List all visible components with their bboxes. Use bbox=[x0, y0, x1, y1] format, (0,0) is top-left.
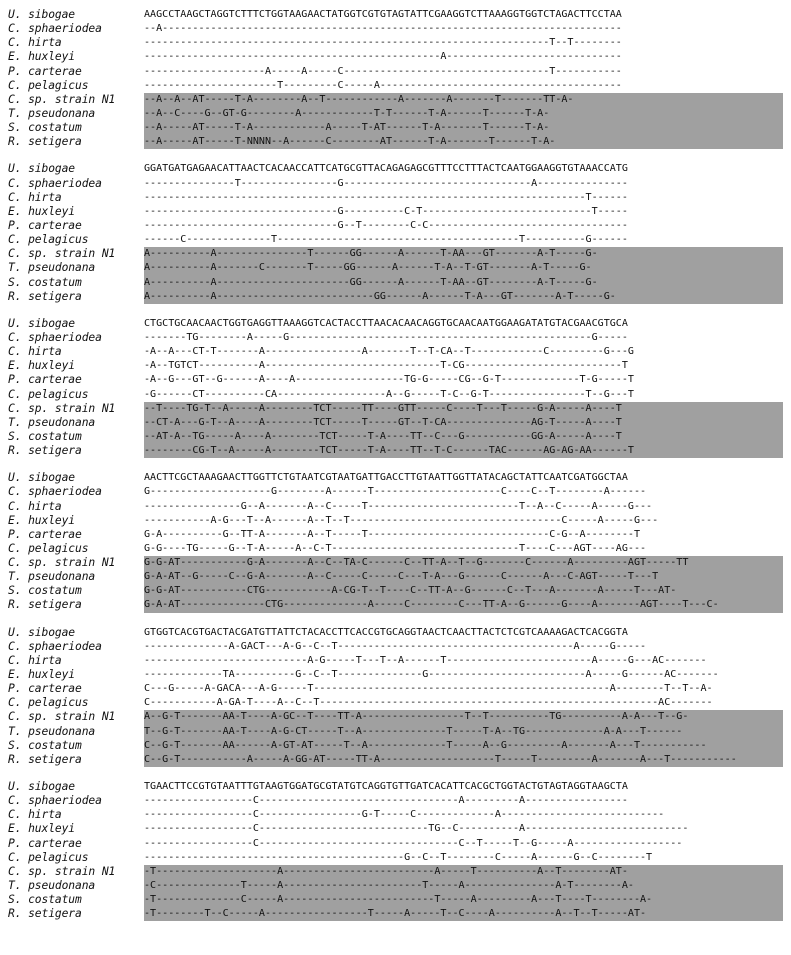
sequence-text: -------TG--------A-----G--------------------------------------------------G----- bbox=[144, 331, 628, 343]
sequence-text: -------------------------------------------------------------------T--T-------- bbox=[144, 37, 622, 49]
sequence-text: --------------------A-----A-----C----------------------------------T----------- bbox=[144, 65, 622, 77]
species-name: C. sp. strain N1 bbox=[8, 92, 116, 106]
sequence-text: --A---------------------------------------------------------------------------- bbox=[144, 23, 622, 35]
sequence-text: -T--------------C-----A-------------------------T-----A---------A---T----T--------A- bbox=[144, 893, 783, 907]
sequence-text: -A--A---CT-T-------A----------------A-------T--T-CA--T------------C---------G---G bbox=[144, 346, 634, 358]
sequence-text: G-G-AT-----------CTG-----------A-CG-T--T----C--TT-A--G------C--T---A-------A-----T---AT- bbox=[144, 584, 783, 598]
species-name: P. carterae bbox=[8, 218, 82, 232]
alignment-row bbox=[8, 696, 783, 710]
sequence-text: T--G-T-------AA-T----A-G-CT-----T--A--------------T-----T-A--TG-------------A-A---T------ bbox=[144, 725, 783, 739]
species-name: T. pseudonana bbox=[8, 106, 96, 120]
alignment-row bbox=[8, 205, 783, 219]
sequence-text: --A-----AT-----T-A------------A-----T-AT------T-A-------T------T-A- bbox=[144, 121, 783, 135]
species-name: U. sibogae bbox=[8, 471, 76, 485]
alignment-row bbox=[8, 753, 783, 767]
alignment-row bbox=[8, 851, 783, 865]
species-name: C. sphaeriodea bbox=[8, 639, 102, 653]
sequence-text: --------------------------------G--T--------C-C--------------------------------- bbox=[144, 219, 628, 231]
sequence-text: -------------TA----------G--C--T--------------G--------------------------A-----G------AC------- bbox=[144, 669, 719, 681]
species-name: C. hirta bbox=[8, 808, 62, 822]
species-name: C. sphaeriodea bbox=[8, 485, 102, 499]
species-name: P. carterae bbox=[8, 836, 82, 850]
sequence-text: --------------------------------G----------C-T----------------------------T----- bbox=[144, 205, 628, 217]
sequence-text: A----------A-------C-------T-----GG------A------T-A--T-GT-------A-T-----G- bbox=[144, 261, 783, 275]
sequence-text: GTGGTCACGTGACTACGATGTTATTCTACACCTTCACCGTGCAGGTAACTCAACTTACTCTCGTCAAAAGACTCACGGTA bbox=[144, 626, 628, 638]
sequence-text: -C--------------T-----A-----------------------T-----A---------------A-T--------A- bbox=[144, 879, 783, 893]
alignment-row bbox=[8, 485, 783, 499]
species-name: R. setigera bbox=[8, 444, 82, 458]
species-name: C. sphaeriodea bbox=[8, 22, 102, 36]
alignment-block bbox=[8, 780, 783, 921]
sequence-text: -G------CT----------CA------------------A--G-----T-C--G-T----------------T--G---T bbox=[144, 388, 634, 400]
alignment-row bbox=[8, 682, 783, 696]
species-name: U. sibogae bbox=[8, 780, 76, 794]
alignment-row bbox=[8, 416, 783, 430]
species-name: U. sibogae bbox=[8, 316, 76, 330]
alignment-row bbox=[8, 780, 783, 794]
sequence-text: -A--TGTCT----------A-----------------------------T-CG--------------------------T bbox=[144, 360, 628, 372]
sequence-text: C--G-T-----------A-----A-GG-AT-----TT-A-------------------T-----T---------A-------A---T----------- bbox=[144, 753, 783, 767]
species-name: E. huxleyi bbox=[8, 359, 76, 373]
sequence-text: A----------A---------------T------GG------A------T-AA---GT-------A-T-----G- bbox=[144, 247, 783, 261]
sequence-text: -------------------------------------------------A----------------------------- bbox=[144, 51, 622, 63]
species-name: C. sphaeriodea bbox=[8, 330, 102, 344]
species-name: P. carterae bbox=[8, 682, 82, 696]
alignment-row bbox=[8, 837, 783, 851]
sequence-text: A----------A--------------------------GG------A------T-A---GT-------A-T-----G- bbox=[144, 290, 783, 304]
sequence-text: G-G----TG-----G--T-A-----A--C-T-------------------------------T----C---AGT----AG--- bbox=[144, 542, 647, 554]
alignment-row bbox=[8, 79, 783, 93]
sequence-text: CTGCTGCAACAACTGGTGAGGTTAAAGGTCACTACCTTAACACAACAGGTGCAACAATGGAAGATATGTACGAACGTGCA bbox=[144, 317, 628, 329]
alignment-row bbox=[8, 668, 783, 682]
sequence-text: ----------------G--A-------A--C-----T-------------------------T--A--C-----A-----G--- bbox=[144, 500, 653, 512]
alignment-row bbox=[8, 598, 783, 612]
sequence-text: G-A----------G--TT-A-------A--T-----T------------------------------C-G--A--------T bbox=[144, 528, 640, 540]
species-name: E. huxleyi bbox=[8, 50, 76, 64]
alignment-row bbox=[8, 22, 783, 36]
alignment-row bbox=[8, 822, 783, 836]
alignment-row bbox=[8, 50, 783, 64]
sequence-text: -T--------T--C-----A-----------------T-----A-----T--C----A----------A--T--T-----AT- bbox=[144, 907, 783, 921]
sequence-text: --T----TG-T--A-----A--------TCT-----TT----GTT-----C----T---T-----G-A-----A----T bbox=[144, 402, 783, 416]
alignment-row bbox=[8, 584, 783, 598]
species-name: S. costatum bbox=[8, 893, 82, 907]
sequence-alignment bbox=[8, 8, 783, 934]
species-name: R. setigera bbox=[8, 907, 82, 921]
species-name: C. hirta bbox=[8, 36, 62, 50]
alignment-row bbox=[8, 36, 783, 50]
alignment-row bbox=[8, 879, 783, 893]
sequence-text: ------------------C-----------------G-T-----C-------------A--------------------------- bbox=[144, 809, 665, 821]
sequence-text: ------C--------------T----------------------------------------T----------G------ bbox=[144, 234, 628, 246]
alignment-row bbox=[8, 654, 783, 668]
species-name: R. setigera bbox=[8, 752, 82, 766]
alignment-row bbox=[8, 331, 783, 345]
sequence-text: --CT-A---G-T--A----A--------TCT-----T-----GT--T-CA--------------AG-T-----A----T bbox=[144, 416, 783, 430]
alignment-row bbox=[8, 162, 783, 176]
species-name: S. costatum bbox=[8, 429, 82, 443]
sequence-text: --------------A-GACT---A-G--C--T---------------------------------------A-----G----- bbox=[144, 640, 647, 652]
sequence-text: ----------------------T---------C-----A---------------------------------------- bbox=[144, 79, 622, 91]
alignment-row bbox=[8, 65, 783, 79]
alignment-row bbox=[8, 177, 783, 191]
alignment-row bbox=[8, 219, 783, 233]
alignment-block bbox=[8, 162, 783, 303]
species-name: S. costatum bbox=[8, 275, 82, 289]
species-name: U. sibogae bbox=[8, 8, 76, 21]
alignment-row bbox=[8, 794, 783, 808]
alignment-block bbox=[8, 317, 783, 458]
species-name: U. sibogae bbox=[8, 625, 76, 639]
sequence-text: G--------------------G--------A------T---------------------C----C--T--------A------ bbox=[144, 486, 647, 498]
alignment-row bbox=[8, 739, 783, 753]
alignment-block bbox=[8, 626, 783, 767]
sequence-text: AAGCCTAAGCTAGGTCTTTCTGGTAAGAACTATGGTCGTGTAGTATTCGAAGGTCTTAAAGGTGGTCTAGACTTCCTAA bbox=[144, 9, 622, 20]
species-name: E. huxleyi bbox=[8, 513, 76, 527]
species-name: E. huxleyi bbox=[8, 204, 76, 218]
alignment-row bbox=[8, 290, 783, 304]
sequence-text: C---G-----A-GACA---A-G-----T-------------------------------------------------A--------T--T--A- bbox=[144, 683, 713, 695]
alignment-row bbox=[8, 345, 783, 359]
alignment-row bbox=[8, 471, 783, 485]
species-name: S. costatum bbox=[8, 121, 82, 135]
alignment-block bbox=[8, 8, 783, 149]
sequence-text: G-G-AT-----------G-A-------A--C--TA-C------C--TT-A--T--G-------C------A---------AGT-----TT bbox=[144, 556, 783, 570]
alignment-row bbox=[8, 276, 783, 290]
alignment-row bbox=[8, 528, 783, 542]
alignment-row bbox=[8, 233, 783, 247]
species-name: C. pelagicus bbox=[8, 233, 89, 247]
alignment-row bbox=[8, 8, 783, 22]
alignment-row bbox=[8, 808, 783, 822]
alignment-row bbox=[8, 556, 783, 570]
species-name: C. hirta bbox=[8, 653, 62, 667]
alignment-row bbox=[8, 725, 783, 739]
alignment-row bbox=[8, 542, 783, 556]
species-name: C. sp. strain N1 bbox=[8, 247, 116, 261]
sequence-text: -T--------------------A-------------------------A-----T----------A--T--------AT- bbox=[144, 865, 783, 879]
sequence-text: ------------------C----------------------------TG--C----------A--------------------------- bbox=[144, 823, 689, 835]
species-name: T. pseudonana bbox=[8, 879, 96, 893]
alignment-row bbox=[8, 107, 783, 121]
alignment-row bbox=[8, 93, 783, 107]
alignment-row bbox=[8, 317, 783, 331]
alignment-row bbox=[8, 570, 783, 584]
species-name: C. sp. strain N1 bbox=[8, 556, 116, 570]
alignment-row bbox=[8, 626, 783, 640]
sequence-text: C--G-T-------AA------A-GT-AT-----T--A-------------T-----A--G---------A-------A---T----------- bbox=[144, 739, 783, 753]
species-name: C. sphaeriodea bbox=[8, 176, 102, 190]
species-name: R. setigera bbox=[8, 289, 82, 303]
alignment-row bbox=[8, 135, 783, 149]
alignment-row bbox=[8, 388, 783, 402]
species-name: C. hirta bbox=[8, 499, 62, 513]
alignment-block bbox=[8, 471, 783, 612]
alignment-row bbox=[8, 191, 783, 205]
species-name: R. setigera bbox=[8, 135, 82, 149]
species-name: T. pseudonana bbox=[8, 415, 96, 429]
sequence-text: ---------------------------A-G-----T---T--A------T------------------------A-----G---AC------- bbox=[144, 654, 707, 666]
sequence-text: G-A-AT--------------CTG--------------A-----C--------C---TT-A--G------G----A-------AGT----T---C- bbox=[144, 598, 783, 612]
sequence-text: --------CG-T--A-----A--------TCT-----T-A----TT--T-C------TAC------AG-AG-AA------T bbox=[144, 444, 783, 458]
species-name: R. setigera bbox=[8, 598, 82, 612]
alignment-row bbox=[8, 261, 783, 275]
species-name: E. huxleyi bbox=[8, 822, 76, 836]
alignment-row bbox=[8, 710, 783, 724]
species-name: C. pelagicus bbox=[8, 541, 89, 555]
species-name: C. pelagicus bbox=[8, 696, 89, 710]
sequence-text: C-----------A-GA-T----A--C--T--------------------------------------------------------AC------- bbox=[144, 697, 713, 709]
species-name: C. pelagicus bbox=[8, 78, 89, 92]
alignment-row bbox=[8, 907, 783, 921]
alignment-row bbox=[8, 640, 783, 654]
sequence-text: G-A-AT--G-----C--G-A-------A--C-----C-----C---T-A---G------C------A---C-AGT-----T---T bbox=[144, 570, 783, 584]
sequence-text: GGATGATGAGAACATTAACTCACAACCATTCATGCGTTACAGAGAGCGTTTCCTTTACTCAATGGAAGGTGTAAACCATG bbox=[144, 163, 628, 175]
alignment-row bbox=[8, 359, 783, 373]
sequence-text: -------------------------------------------------------------------------T------ bbox=[144, 191, 628, 203]
sequence-text: ------------------C---------------------------------A---------A----------------- bbox=[144, 795, 628, 807]
alignment-row bbox=[8, 121, 783, 135]
species-name: T. pseudonana bbox=[8, 570, 96, 584]
sequence-text: AACTTCGCTAAAGAACTTGGTTCTGTAATCGTAATGATTGACCTTGTAATTGGTTATACAGCTATTCAATCGATGGCTAA bbox=[144, 472, 628, 484]
alignment-row bbox=[8, 430, 783, 444]
species-name: C. pelagicus bbox=[8, 387, 89, 401]
alignment-row bbox=[8, 373, 783, 387]
sequence-text: --A--A--AT-----T-A--------A--T------------A-------A-------T-------TT-A- bbox=[144, 93, 783, 107]
sequence-text: ---------------T----------------G-------------------------------A--------------- bbox=[144, 177, 628, 189]
species-name: S. costatum bbox=[8, 738, 82, 752]
sequence-text: TGAACTTCCGTGTAATTTGTAAGTGGATGCGTATGTCAGGTGTTGATCACATTCACGCTGGTACTGTAGTAGGTAAGCTA bbox=[144, 781, 628, 793]
alignment-row bbox=[8, 247, 783, 261]
species-name: C. sp. strain N1 bbox=[8, 710, 116, 724]
species-name: C. sphaeriodea bbox=[8, 794, 102, 808]
species-name: P. carterae bbox=[8, 527, 82, 541]
sequence-text: -A--G---GT--G------A----A------------------TG-G-----CG--G-T-------------T-G-----T bbox=[144, 374, 634, 386]
species-name: T. pseudonana bbox=[8, 261, 96, 275]
sequence-text: A--G-T-------AA-T----A-GC--T----TT-A-----------------T--T----------TG----------A-A---T--G- bbox=[144, 710, 783, 724]
species-name: P. carterae bbox=[8, 64, 82, 78]
species-name: C. hirta bbox=[8, 345, 62, 359]
species-name: E. huxleyi bbox=[8, 668, 76, 682]
alignment-row bbox=[8, 500, 783, 514]
species-name: T. pseudonana bbox=[8, 724, 96, 738]
sequence-text: --A--C----G--GT-G--------A------------T-T------T-A------T------T-A- bbox=[144, 107, 783, 121]
alignment-row bbox=[8, 444, 783, 458]
alignment-row bbox=[8, 865, 783, 879]
species-name: C. sp. strain N1 bbox=[8, 864, 116, 878]
species-name: C. hirta bbox=[8, 190, 62, 204]
species-name: C. sp. strain N1 bbox=[8, 401, 116, 415]
alignment-row bbox=[8, 514, 783, 528]
sequence-text: ------------------C---------------------------------C--T-----T--G-----A------------------ bbox=[144, 837, 683, 849]
sequence-text: A----------A----------------------GG------A------T-AA--GT--------A-T-----G- bbox=[144, 276, 783, 290]
alignment-row bbox=[8, 402, 783, 416]
sequence-text: -----------A-G---T--A------A--T--T-----------------------------------C-----A-----G--- bbox=[144, 514, 659, 526]
sequence-text: --A-----AT-----T-NNNN--A------C--------AT------T-A-------T------T-A- bbox=[144, 135, 783, 149]
species-name: S. costatum bbox=[8, 584, 82, 598]
species-name: C. pelagicus bbox=[8, 850, 89, 864]
sequence-text: --AT-A--TG-----A----A--------TCT-----T-A----TT--C---G-----------GG-A-----A----T bbox=[144, 430, 783, 444]
species-name: U. sibogae bbox=[8, 162, 76, 176]
alignment-row bbox=[8, 893, 783, 907]
species-name: P. carterae bbox=[8, 373, 82, 387]
sequence-text: -------------------------------------------G--C--T--------C-----A------G--C--------T bbox=[144, 851, 653, 863]
